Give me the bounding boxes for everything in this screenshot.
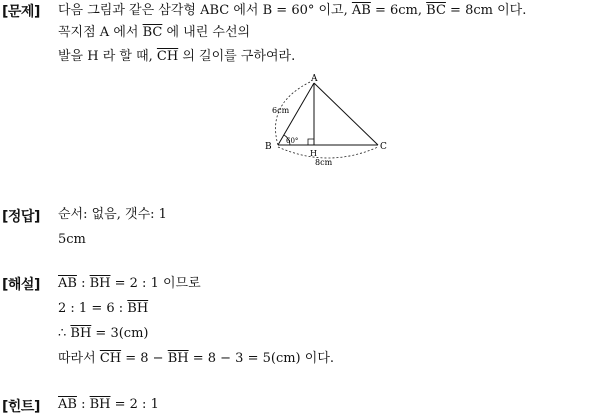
problem-text: 발을 H 라 할 때, bbox=[58, 49, 157, 64]
ratio-colon: : bbox=[76, 397, 90, 412]
foot-h-label: H bbox=[310, 149, 317, 158]
hint-text: = 2 : 1 bbox=[110, 397, 159, 412]
side-ab-label: 6cm bbox=[272, 106, 290, 115]
segment-bh: $\overline{BH}$ bbox=[127, 301, 149, 316]
explanation-text: = 3(cm) bbox=[91, 326, 149, 341]
segment-ch: $\overline{CH}$ bbox=[99, 351, 122, 366]
explanation-text: = 8 − 3 = 5(cm) 이다. bbox=[188, 351, 335, 366]
triangle-figure bbox=[262, 73, 392, 169]
problem-text: = 8cm 이다. bbox=[445, 3, 527, 18]
ratio-colon: : bbox=[76, 276, 90, 291]
explanation-line-1 bbox=[58, 275, 201, 293]
segment-bc: $\overline{BC}$ bbox=[426, 3, 446, 18]
hint-label: [힌트] bbox=[2, 399, 40, 415]
side-bc-label: 8cm bbox=[315, 158, 333, 167]
segment-ch: $\overline{CH}$ bbox=[156, 49, 179, 64]
segment-ab: $\overline{AB}$ bbox=[351, 3, 371, 18]
segment-bh: $\overline{BH}$ bbox=[89, 276, 111, 291]
problem-line-2 bbox=[58, 24, 250, 42]
answer-line-1: 순서: 없음, 갯수: 1 bbox=[58, 207, 167, 222]
problem-text: 다음 그림과 같은 삼각형 ABC 에서 B = 60° 이고, bbox=[58, 3, 352, 18]
segment-bc: $\overline{BC}$ bbox=[142, 25, 163, 40]
segment-ab: $\overline{AB}$ bbox=[58, 276, 77, 291]
explanation-text: = 2 : 1 이므로 bbox=[110, 276, 201, 291]
answer-label: [정답] bbox=[2, 209, 40, 225]
therefore-symbol: ∴ bbox=[58, 326, 71, 341]
vertex-a-label: A bbox=[311, 74, 318, 84]
problem-label: [문제] bbox=[2, 4, 40, 20]
problem-text: 에 내린 수선의 bbox=[162, 25, 251, 40]
explanation-text: = 8 − bbox=[121, 351, 168, 366]
explanation-text: 2 : 1 = 6 : bbox=[58, 301, 128, 316]
vertex-c-label: C bbox=[380, 142, 387, 152]
hint-line-1 bbox=[58, 396, 159, 414]
problem-text: 꼭지점 A 에서 bbox=[58, 25, 143, 40]
problem-line-3 bbox=[58, 48, 295, 66]
segment-bh: $\overline{BH}$ bbox=[70, 326, 92, 341]
vertex-b-label: B bbox=[265, 142, 272, 152]
angle-b-label: 60° bbox=[286, 137, 299, 145]
explanation-line-3 bbox=[58, 325, 148, 343]
explanation-label: [해설] bbox=[2, 277, 40, 293]
explanation-line-2 bbox=[58, 300, 148, 318]
segment-bh: $\overline{BH}$ bbox=[89, 397, 111, 412]
segment-ab: $\overline{AB}$ bbox=[58, 397, 77, 412]
answer-line-2: 5cm bbox=[58, 232, 86, 247]
explanation-text: 따라서 bbox=[58, 351, 100, 366]
problem-text: 의 길이를 구하여라. bbox=[178, 49, 296, 64]
explanation-line-4 bbox=[58, 350, 334, 368]
problem-text: = 6cm, bbox=[370, 3, 427, 18]
segment-bh: $\overline{BH}$ bbox=[167, 351, 189, 366]
problem-line-1 bbox=[58, 2, 526, 20]
